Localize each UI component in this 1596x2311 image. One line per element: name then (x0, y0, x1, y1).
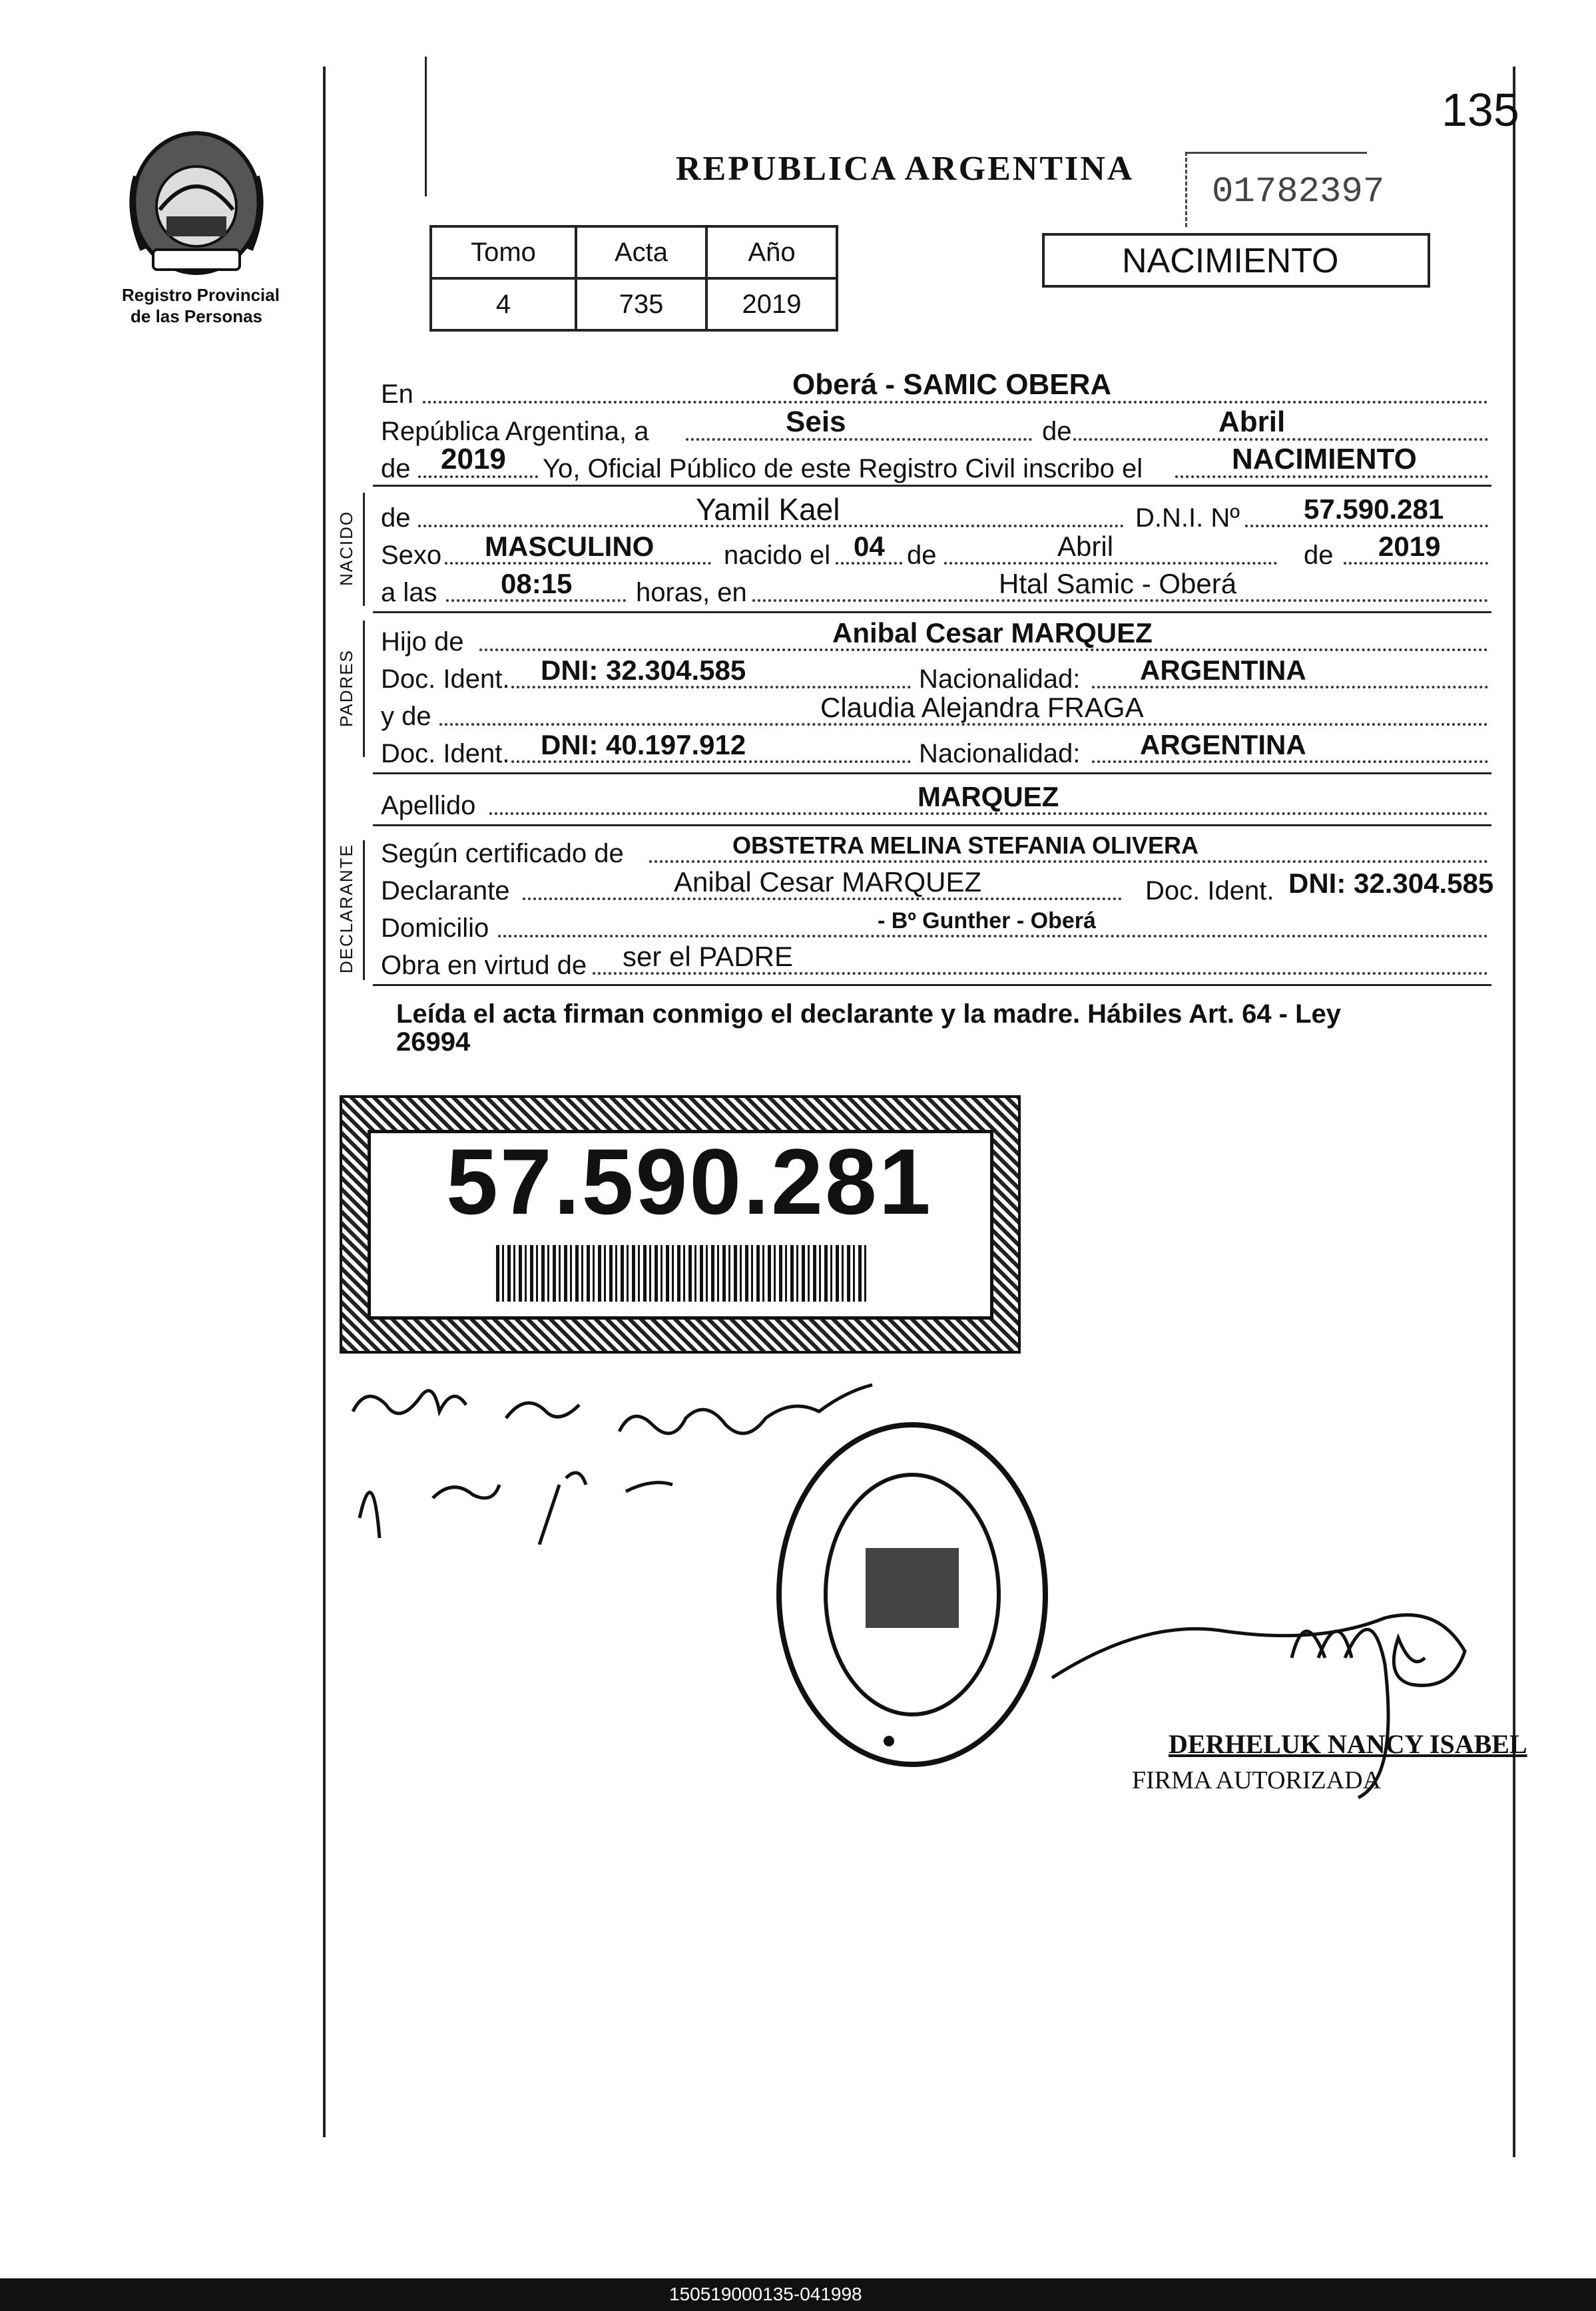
cert-label: Según certificado de (381, 839, 624, 868)
rule (373, 984, 1491, 986)
nacido-section-label: NACIDO (336, 510, 356, 586)
horas-label: horas, en (636, 578, 747, 607)
dots (593, 972, 1488, 975)
dots (686, 438, 1032, 441)
dots (1073, 438, 1488, 441)
page-number: 135 (1442, 84, 1519, 136)
father-name: Anibal Cesar MARQUEZ (832, 617, 1153, 648)
dots (445, 562, 711, 565)
father-nac-label: Nacionalidad: (919, 664, 1081, 694)
certificate-by: OBSTETRA MELINA STEFANIA OLIVERA (732, 832, 1199, 859)
declarante-label: Declarante (381, 876, 510, 905)
ref-header-tomo: Tomo (431, 226, 576, 278)
closing-line1: Leída el acta firman conmigo el declarante y la madre. Hábiles Art. 64 - Ley (396, 999, 1342, 1029)
acto: NACIMIENTO (1232, 443, 1417, 475)
left-margin-line (323, 67, 326, 2137)
footer-code: 150519000135-041998 (669, 2284, 862, 2304)
child-name: Yamil Kael (696, 492, 840, 527)
de2-label: de (381, 454, 411, 483)
mother-doc: DNI: 40.197.912 (541, 729, 746, 760)
ref-header-acta: Acta (576, 226, 706, 278)
ref-value-anio: 2019 (706, 278, 837, 330)
country-title: REPUBLICA ARGENTINA (676, 150, 1135, 188)
rule (373, 824, 1491, 826)
dots (1245, 525, 1488, 527)
ref-header-anio: Año (706, 226, 837, 278)
mother-doc-label: Doc. Ident. (381, 739, 510, 768)
rule (373, 485, 1491, 487)
apellido-label: Apellido (381, 791, 476, 820)
declarante-name: Anibal Cesar MARQUEZ (674, 866, 982, 898)
right-margin-line (1513, 67, 1515, 2157)
rule (373, 772, 1491, 774)
dots (446, 599, 626, 602)
day-word: Seis (786, 405, 846, 438)
dots (479, 648, 1488, 651)
declarante-doc: DNI: 32.304.585 (1288, 868, 1494, 899)
birth-month: Abril (1057, 531, 1114, 562)
declarante-section-label: DECLARANTE (336, 844, 356, 973)
dots (649, 860, 1488, 863)
seal-caption-line2: de las Personas (131, 306, 262, 326)
en-label: En (381, 380, 413, 409)
dots (1175, 475, 1488, 478)
dots (1344, 562, 1488, 565)
month: Abril (1218, 405, 1286, 438)
en-value: Oberá - SAMIC OBERA (792, 368, 1112, 401)
rule (373, 611, 1491, 613)
official-stamp (766, 1415, 1059, 1774)
year: 2019 (441, 443, 506, 475)
birth-year: 2019 (1378, 531, 1441, 562)
dots (498, 935, 1488, 937)
de-label-3: de (1304, 541, 1334, 570)
hijo-label: Hijo de (381, 627, 464, 656)
obra-label: Obra en virtud de (381, 951, 587, 980)
domicilio-value: - Bº Gunther - Oberá (878, 908, 1096, 933)
child-dni: 57.590.281 (1304, 493, 1444, 525)
apellido-value: MARQUEZ (918, 781, 1059, 812)
doc-type: NACIMIENTO (1122, 242, 1339, 280)
birth-day: 04 (854, 531, 885, 562)
alas-label: a las (381, 578, 437, 607)
declarante-bracket (363, 840, 365, 980)
dots (423, 401, 1488, 403)
dots (1092, 760, 1488, 763)
sticker-barcode (496, 1245, 869, 1302)
rep-label: República Argentina, a (381, 417, 649, 446)
obra-value: ser el PADRE (623, 941, 793, 972)
dni-label: D.N.I. Nº (1135, 503, 1240, 533)
sexo-value: MASCULINO (485, 531, 655, 562)
padres-bracket (363, 621, 365, 757)
mother-name: Claudia Alejandra FRAGA (820, 692, 1144, 723)
serial-number: 01782397 (1212, 172, 1385, 212)
dots (439, 723, 1488, 726)
mother-nac-label: Nacionalidad: (919, 739, 1081, 768)
seal-caption-line1: Registro Provincial (122, 285, 280, 305)
father-doc-label: Doc. Ident. (381, 664, 510, 694)
oficial-text: Yo, Oficial Público de este Registro Civil inscribo el (543, 454, 1143, 483)
declarante-doc-label: Doc. Ident. (1145, 876, 1274, 905)
birth-hour: 08:15 (501, 568, 573, 599)
official-title: FIRMA AUTORIZADA (1132, 1766, 1382, 1794)
ref-value-acta: 735 (576, 278, 706, 330)
dots (418, 475, 538, 478)
de-label: de (1042, 417, 1072, 446)
dots (511, 686, 911, 688)
domicilio-label: Domicilio (381, 913, 489, 943)
nacido-de-label: de (381, 503, 411, 533)
yde-label: y de (381, 702, 431, 731)
dots (836, 562, 902, 565)
sticker-number: 57.590.281 (446, 1129, 933, 1234)
birth-place: Htal Samic - Oberá (999, 568, 1237, 599)
padres-section-label: PADRES (336, 649, 356, 727)
dots (944, 562, 1277, 565)
province-seal (113, 123, 280, 290)
nacido-el-label: nacido el (724, 541, 831, 570)
dots (523, 898, 1122, 900)
dots (1092, 686, 1488, 688)
dots (511, 760, 911, 763)
closing-line2: 26994 (396, 1027, 471, 1057)
nacido-bracket (363, 493, 365, 606)
father-doc: DNI: 32.304.585 (541, 654, 746, 686)
dots (752, 599, 1488, 602)
official-name: DERHELUK NANCY ISABEL (1169, 1729, 1527, 1759)
inner-margin-line (425, 57, 427, 196)
de-label-2: de (907, 541, 937, 570)
sexo-label: Sexo (381, 541, 442, 570)
dots (489, 812, 1488, 815)
ref-table (429, 225, 838, 332)
father-nationality: ARGENTINA (1140, 654, 1306, 686)
ref-value-tomo: 4 (431, 278, 576, 330)
mother-nationality: ARGENTINA (1140, 729, 1306, 760)
